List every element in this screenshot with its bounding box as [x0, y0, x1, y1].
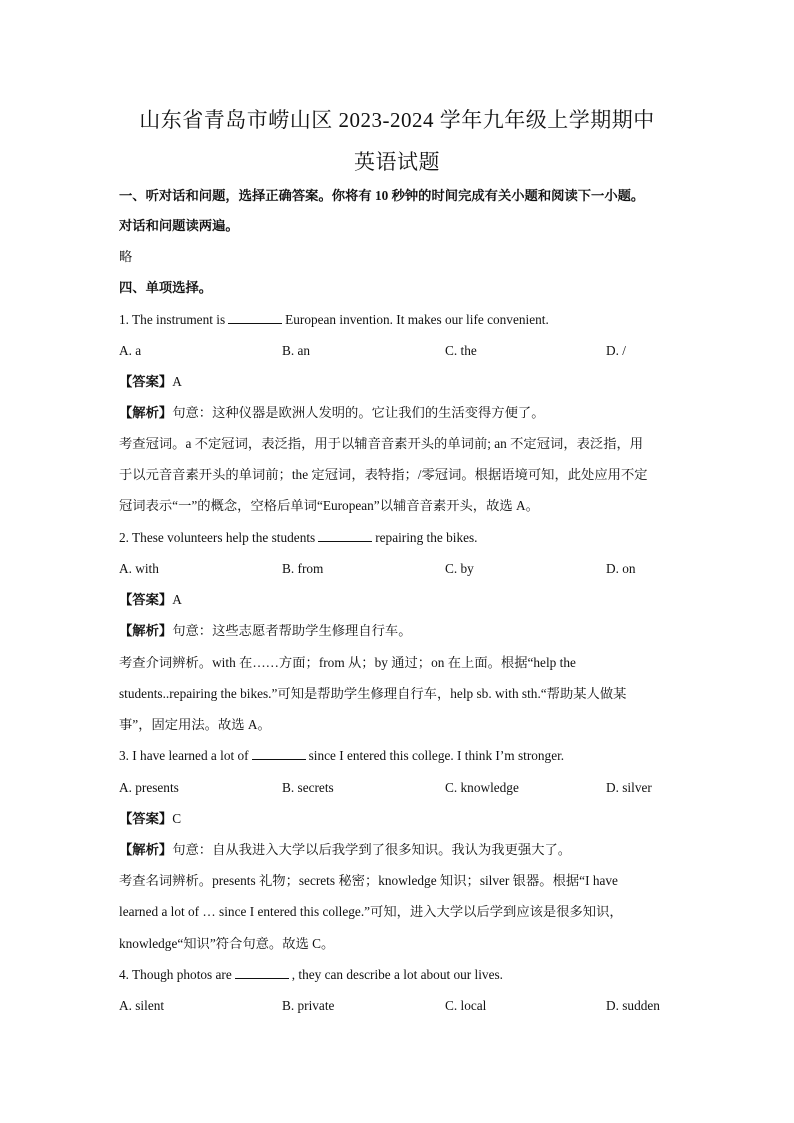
- option-d: D. sudden: [606, 998, 660, 1013]
- question-4-stem-before: 4. Though photos are: [119, 967, 232, 982]
- question-3-blank: [252, 747, 306, 760]
- question-3-stem: [119, 746, 699, 766]
- option-b: B. an: [282, 343, 311, 358]
- answer-label: 【答案】: [119, 592, 173, 607]
- question-1-analysis: [119, 403, 699, 423]
- option-a: A. with: [119, 561, 159, 576]
- analysis-line: 考查介词辨析。with 在……方面；from 从；by 通过；on 在上面。根据“help the: [119, 655, 576, 670]
- question-2-stem-before: 2. These volunteers help the students: [119, 530, 316, 545]
- analysis-label: 【解析】: [119, 842, 173, 857]
- question-2-stem: [119, 528, 699, 548]
- analysis-text: 句意：这些志愿者帮助学生修理自行车。: [172, 623, 412, 638]
- choice-heading: 四、单项选择。: [119, 280, 213, 295]
- analysis-label: 【解析】: [119, 405, 173, 420]
- analysis-line: 冠词表示“一”的概念，空格后单词“European”以辅音音素开头，故选 A。: [119, 498, 539, 513]
- question-2-analysis: [119, 621, 699, 641]
- question-1-stem-after: European invention. It makes our life convenient.: [285, 312, 549, 327]
- question-1-answer: [119, 372, 699, 392]
- question-2-blank: [318, 529, 372, 542]
- analysis-line: learned a lot of … since I entered this college.”可知，进入大学以后学到应该是很多知识，: [119, 904, 623, 919]
- option-d: D. on: [606, 561, 636, 576]
- analysis-line: 考查冠词。a 不定冠词，表泛指，用于以辅音音素开头的单词前; an 不定冠词，表泛指，用: [119, 436, 644, 451]
- question-3-stem-after: since I entered this college. I think I’m stronger.: [308, 748, 565, 763]
- option-c: C. knowledge: [445, 780, 519, 795]
- analysis-line: 考查名词辨析。presents 礼物；secrets 秘密；knowledge 知识；silver 银器。根据“I have: [119, 873, 618, 888]
- question-2-stem-after: repairing the bikes.: [375, 530, 478, 545]
- listening-heading: 一、听对话和问题，选择正确答案。你将有 10 秒钟的时间完成有关小题和阅读下一小题。: [119, 188, 645, 203]
- answer-value: A: [172, 592, 182, 607]
- answer-value: A: [172, 374, 182, 389]
- question-3-analysis: [119, 840, 699, 860]
- option-b: B. from: [282, 561, 324, 576]
- question-1-stem-before: 1. The instrument is: [119, 312, 226, 327]
- option-b: B. private: [282, 998, 335, 1013]
- question-3-answer: [119, 809, 699, 829]
- listening-heading-cont: 对话和问题读两遍。: [119, 218, 239, 233]
- option-c: C. local: [445, 998, 487, 1013]
- question-1-blank: [228, 311, 282, 324]
- option-a: A. presents: [119, 780, 179, 795]
- answer-label: 【答案】: [119, 811, 173, 826]
- question-1-stem: [119, 310, 699, 330]
- option-d: D. silver: [606, 780, 652, 795]
- exam-title: 山东省青岛市崂山区 2023-2024 学年九年级上学期期中: [139, 108, 655, 132]
- option-c: C. the: [445, 343, 477, 358]
- question-3-stem-before: 3. I have learned a lot of: [119, 748, 249, 763]
- question-4-blank: [235, 966, 289, 979]
- exam-subtitle: 英语试题: [354, 150, 440, 174]
- analysis-line: knowledge“知识”符合句意。故选 C。: [119, 936, 335, 951]
- analysis-label: 【解析】: [119, 623, 173, 638]
- analysis-line: 于以元音音素开头的单词前；the 定冠词，表特指；/零冠词。根据语境可知，此处应用不定: [119, 467, 648, 482]
- analysis-text: 句意：这种仪器是欧洲人发明的。它让我们的生活变得方便了。: [172, 405, 545, 420]
- analysis-line: 事”，固定用法。故选 A。: [119, 717, 271, 732]
- listening-note: 略: [119, 249, 133, 264]
- option-b: B. secrets: [282, 780, 334, 795]
- option-a: A. silent: [119, 998, 165, 1013]
- option-a: A. a: [119, 343, 142, 358]
- option-d: D. /: [606, 343, 626, 358]
- question-4-stem-after: , they can describe a lot about our lives.: [291, 967, 503, 982]
- question-4-stem: [119, 965, 699, 985]
- answer-label: 【答案】: [119, 374, 173, 389]
- option-c: C. by: [445, 561, 474, 576]
- question-2-answer: [119, 590, 699, 610]
- answer-value: C: [172, 811, 182, 826]
- analysis-line: students..repairing the bikes.”可知是帮助学生修理自行车，help sb. with sth.“帮助某人做某: [119, 686, 627, 701]
- analysis-text: 句意：自从我进入大学以后我学到了很多知识。我认为我更强大了。: [172, 842, 572, 857]
